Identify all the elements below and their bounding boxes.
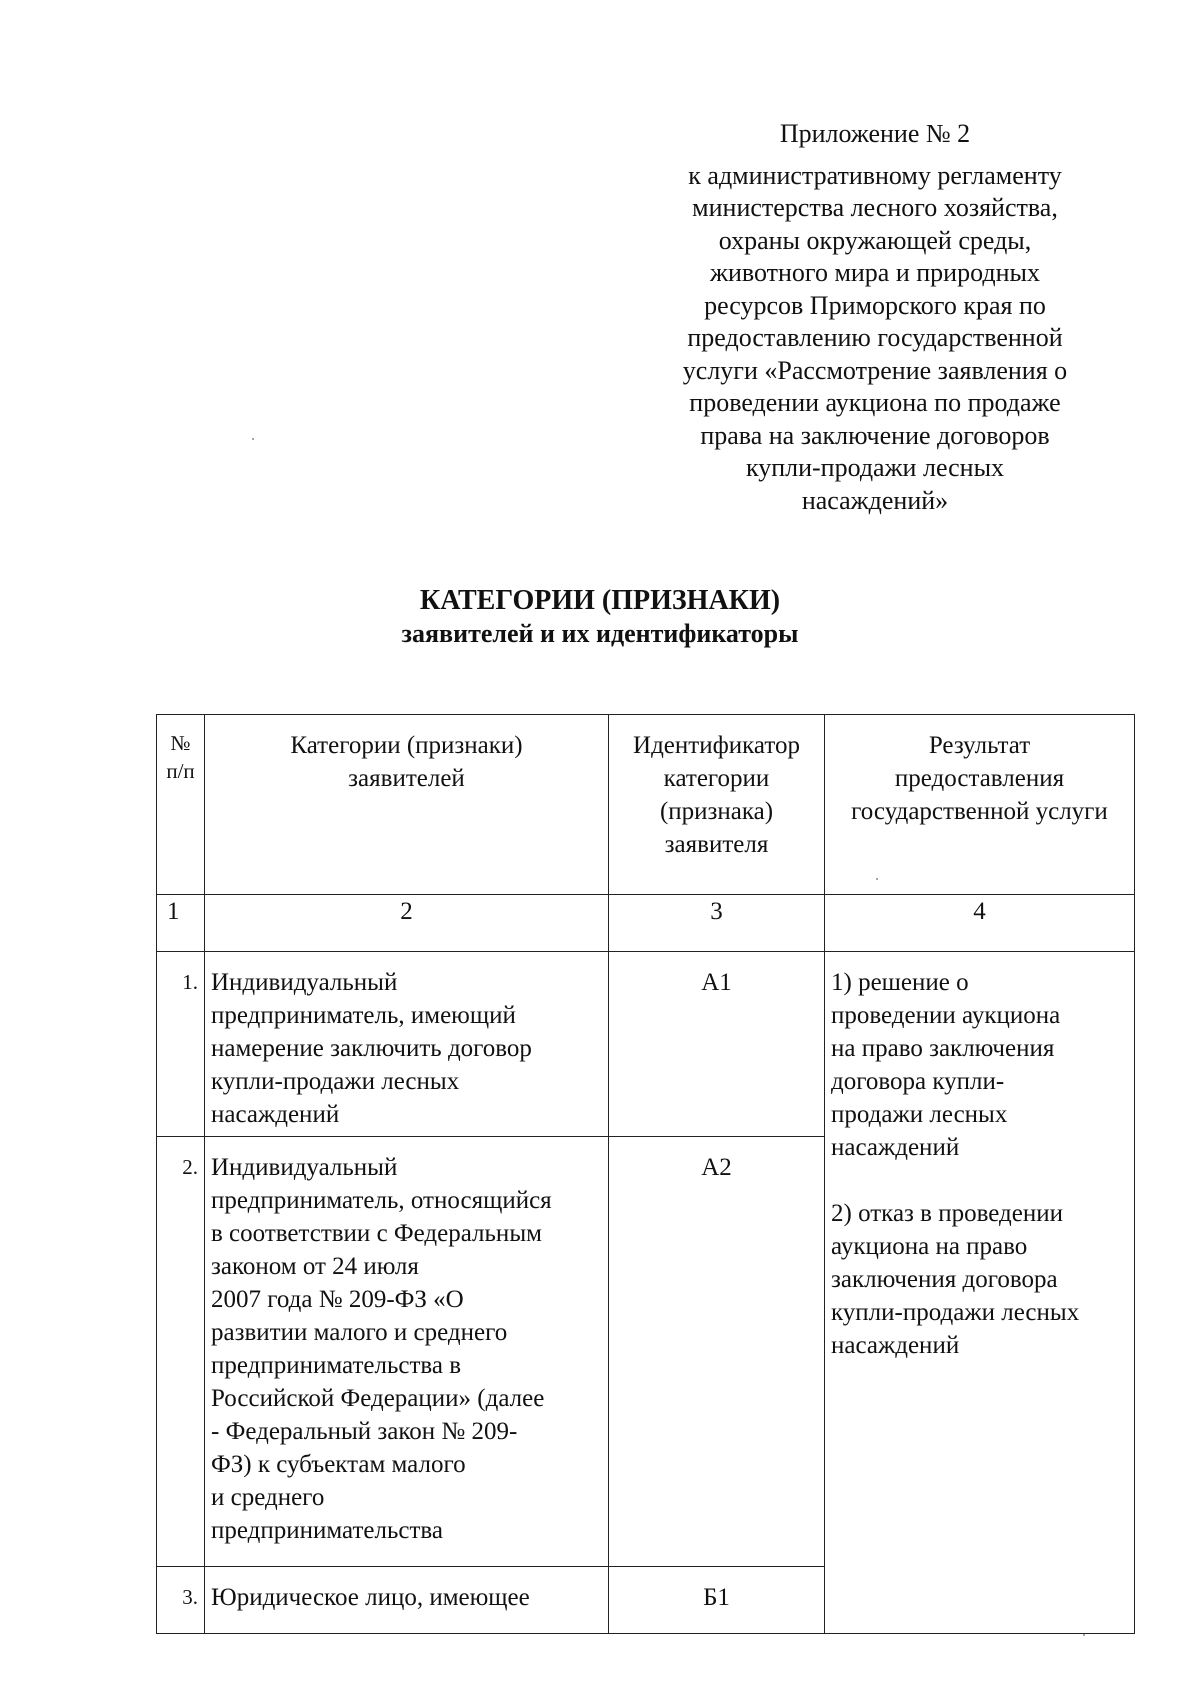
header-identifier-line: заявителя — [664, 831, 769, 858]
row-category-line: Индивидуальный — [211, 1154, 398, 1181]
row-identifier: А1 — [609, 952, 825, 1137]
row-category — [205, 1567, 609, 1634]
row-identifier: Б1 — [609, 1567, 825, 1634]
appendix-line: проведении аукциона по продаже — [689, 388, 1061, 417]
row-category-line: предприниматель, относящийся — [211, 1187, 552, 1214]
row-category-line: предпринимательства — [211, 1517, 443, 1544]
row-category-line: - Федеральный закон № 209- — [211, 1418, 518, 1445]
header-result-line: Результат — [928, 732, 1031, 759]
header-num — [157, 715, 205, 895]
result-line: купли-продажи лесных — [831, 1299, 1080, 1326]
categories-table — [156, 714, 1135, 1634]
appendix-line: министерства лесного хозяйства, — [692, 193, 1058, 222]
result-cell — [825, 952, 1135, 1634]
appendix-line: предоставлению государственной — [687, 323, 1063, 352]
row-category-line: предприниматель, имеющий — [211, 1002, 516, 1029]
appendix-title: Приложение № 2 — [779, 119, 971, 148]
row-category-line: и среднего — [211, 1484, 325, 1511]
row-category-line: Юридическое лицо, имеющее — [211, 1584, 530, 1611]
header-identifier-line: Идентификатор — [633, 732, 800, 759]
row-number: 2. — [157, 1137, 205, 1567]
row-category-line: законом от 24 июля — [211, 1253, 419, 1280]
index-cell: 1 — [157, 895, 205, 952]
index-cell: 4 — [825, 895, 1135, 952]
row-category — [205, 952, 609, 1137]
header-result-line: предоставления — [894, 765, 1065, 792]
appendix-line: охраны окружающей среды, — [718, 225, 1032, 255]
row-category-line: 2007 года № 209-ФЗ «О — [211, 1286, 464, 1313]
appendix-line: к административному регламенту — [688, 160, 1062, 190]
header-identifier — [609, 715, 825, 895]
row-category-line: предпринимательства в — [211, 1352, 462, 1379]
scan-speck — [252, 438, 254, 440]
appendix-line: ресурсов Приморского края по — [704, 290, 1046, 320]
row-category-line: насаждений — [211, 1101, 340, 1128]
index-cell: 2 — [205, 895, 609, 952]
heading-title: КАТЕГОРИИ (ПРИЗНАКИ) — [419, 585, 781, 616]
result-line: заключения договора — [831, 1266, 1058, 1293]
result-line: на право заключения — [831, 1035, 1055, 1062]
header-result-line: государственной услуги — [851, 798, 1108, 825]
header-category-line: Категории (признаки) — [290, 732, 523, 759]
header-identifier-line: (признака) — [659, 798, 774, 825]
appendix-line: животного мира и природных — [710, 258, 1040, 287]
result-line: насаждений — [831, 1134, 960, 1161]
header-identifier-line: категории — [663, 765, 770, 792]
row-category-line: ФЗ) к субъектам малого — [211, 1451, 466, 1478]
result-line: проведении аукциона — [831, 1002, 1061, 1029]
appendix-line: услуги «Рассмотрение заявления о — [682, 355, 1068, 385]
row-number: 1. — [157, 952, 205, 1137]
table-row — [157, 952, 1135, 1137]
table-index-row — [157, 895, 1135, 952]
result-line: 2) отказ в проведении — [831, 1200, 1063, 1227]
result-line: аукциона на право — [831, 1233, 1028, 1260]
appendix-line: права на заключение договоров — [700, 420, 1050, 450]
scan-speck — [1083, 1634, 1085, 1636]
row-category-line: купли-продажи лесных — [211, 1068, 460, 1095]
row-category — [205, 1137, 609, 1567]
header-num-line: п/п — [166, 759, 195, 783]
result-line: продажи лесных — [831, 1101, 1008, 1128]
row-category-line: Российской Федерации» (далее — [211, 1385, 545, 1412]
scan-speck — [876, 878, 878, 880]
index-cell: 3 — [609, 895, 825, 952]
result-line: 1) решение о — [831, 969, 969, 996]
appendix-block — [640, 118, 1110, 517]
row-number: 3. — [157, 1567, 205, 1634]
row-category-line: Индивидуальный — [211, 969, 398, 996]
result-line: договора купли- — [831, 1068, 1005, 1095]
table-header-row — [157, 715, 1135, 895]
result-gap — [831, 1164, 1134, 1197]
row-category-line: развитии малого и среднего — [211, 1319, 508, 1346]
header-num-line: № — [170, 731, 191, 755]
heading-subtitle: заявителей и их идентификаторы — [401, 619, 799, 648]
appendix-line: купли-продажи лесных — [745, 453, 1005, 482]
row-identifier: А2 — [609, 1137, 825, 1567]
row-category-line: в соответствии с Федеральным — [211, 1220, 542, 1247]
header-category-line: заявителей — [348, 765, 465, 792]
row-category-line: намерение заключить договор — [211, 1035, 532, 1062]
header-category — [205, 715, 609, 895]
document-heading — [0, 584, 1200, 650]
result-line: насаждений — [831, 1332, 960, 1359]
header-result — [825, 715, 1135, 895]
appendix-line: насаждений» — [801, 485, 949, 515]
